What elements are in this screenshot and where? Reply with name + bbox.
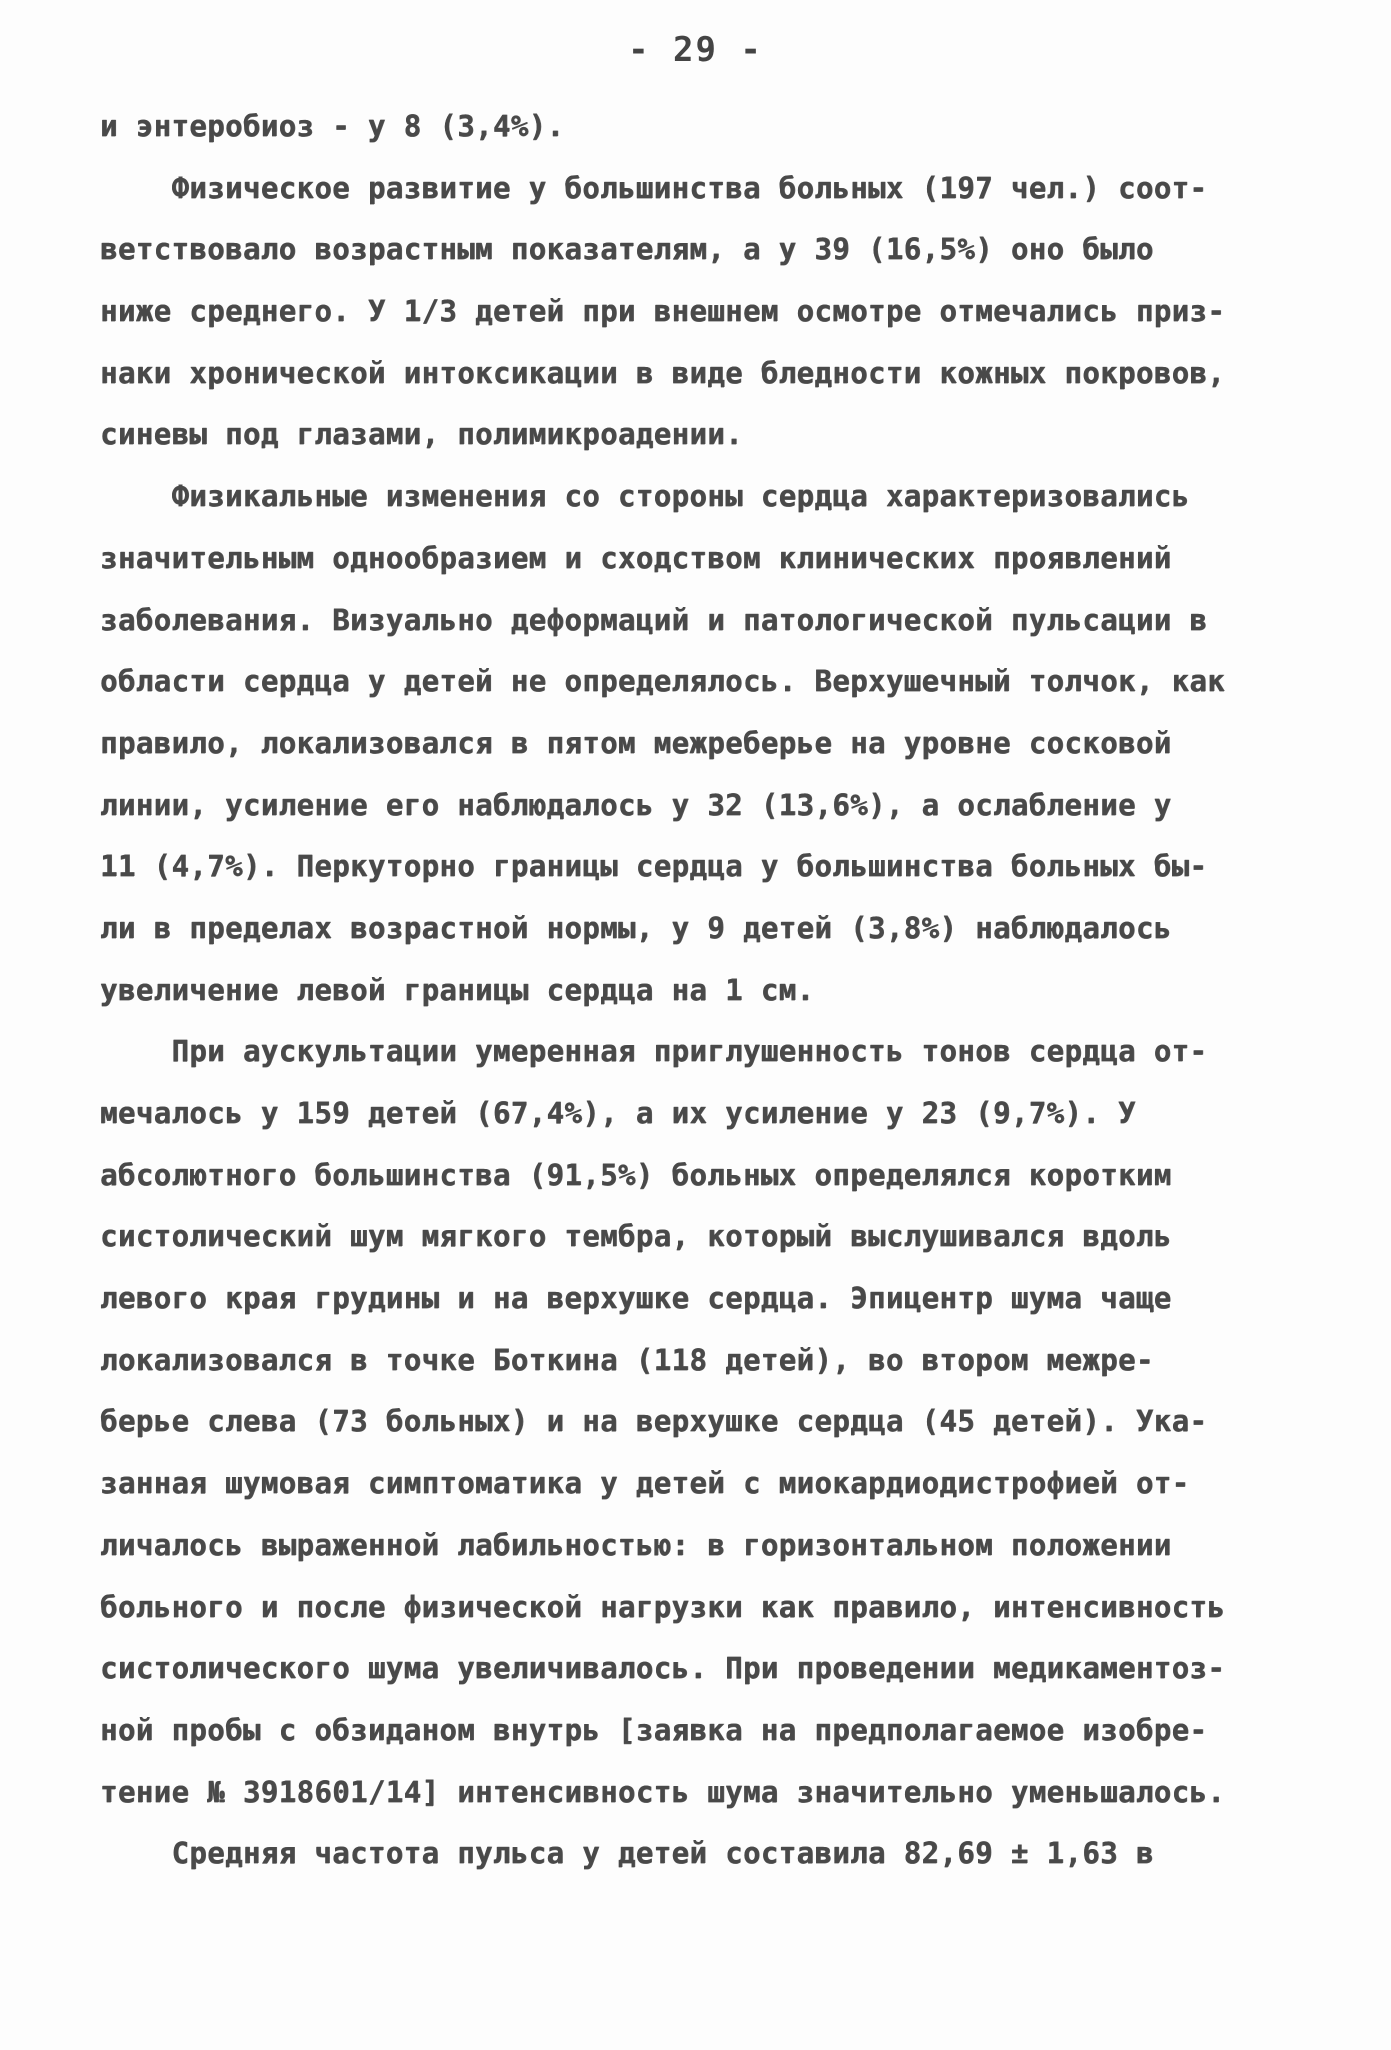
text-line: заболевания. Визуально деформаций и патологической пульсации в [100,602,1208,637]
text-line: Физикальные изменения со стороны сердца характеризовались [100,479,1190,514]
text-line: личалось выраженной лабильностью: в горизонтальном положении [100,1527,1172,1562]
text-line: ной пробы с обзиданом внутрь [заявка на предполагаемое изобре- [100,1712,1208,1747]
text-line: Физическое развитие у большинства больных (197 чел.) соот- [100,170,1208,205]
text-line: систолического шума увеличивалось. При проведении медикаментоз- [100,1651,1226,1686]
text-line: Средняя частота пульса у детей составила 82,69 ± 1,63 в [100,1836,1154,1871]
text-line: 11 (4,7%). Перкуторно границы сердца у большинства больных бы- [100,849,1208,884]
text-line: ли в пределах возрастной нормы, у 9 детей (3,8%) наблюдалось [100,910,1172,945]
text-line: линии, усиление его наблюдалось у 32 (13,6%), а ослабление у [100,787,1172,822]
text-line: систолический шум мягкого тембра, который выслушивался вдоль [100,1219,1172,1254]
text-line: левого края грудины и на верхушке сердца. Эпицентр шума чаще [100,1281,1172,1316]
text-line: правило, локализовался в пятом межреберье на уровне сосковой [100,725,1172,760]
text-line: берье слева (73 больных) и на верхушке сердца (45 детей). Ука- [100,1404,1208,1439]
text-line: значительным однообразием и сходством клинических проявлений [100,540,1172,575]
text-line: наки хронической интоксикации в виде бледности кожных покровов, [100,355,1226,390]
text-line: занная шумовая симптоматика у детей с миокардиодистрофией от- [100,1466,1190,1501]
text-line: При аускультации умеренная приглушенность тонов сердца от- [100,1034,1208,1069]
text-line: абсолютного большинства (91,5%) больных определялся коротким [100,1157,1172,1192]
text-line: и энтеробиоз - у 8 (3,4%). [100,109,565,143]
text-line: ветствовало возрастным показателям, а у 39 (16,5%) оно было [100,232,1154,267]
text-line: локализовался в точке Боткина (118 детей), во втором межре- [100,1342,1154,1377]
text-line: области сердца у детей не определялось. Верхушечный толчок, как [100,664,1226,699]
text-line: синевы под глазами, полимикроадении. [100,417,743,452]
text-line: увеличение левой границы сердца на 1 см. [100,972,815,1007]
text-line: мечалось у 159 детей (67,4%), а их усиление у 23 (9,7%). У [100,1096,1136,1130]
text-line: больного и после физической нагрузки как правило, интенсивность [100,1589,1226,1624]
page-number: - 29 - [628,30,763,70]
text-line: ниже среднего. У 1/3 детей при внешнем осмотре отмечались приз- [100,294,1226,329]
body-text [100,96,1300,1885]
text-line: тение № 3918601/14] интенсивность шума значительно уменьшалось. [100,1774,1226,1809]
